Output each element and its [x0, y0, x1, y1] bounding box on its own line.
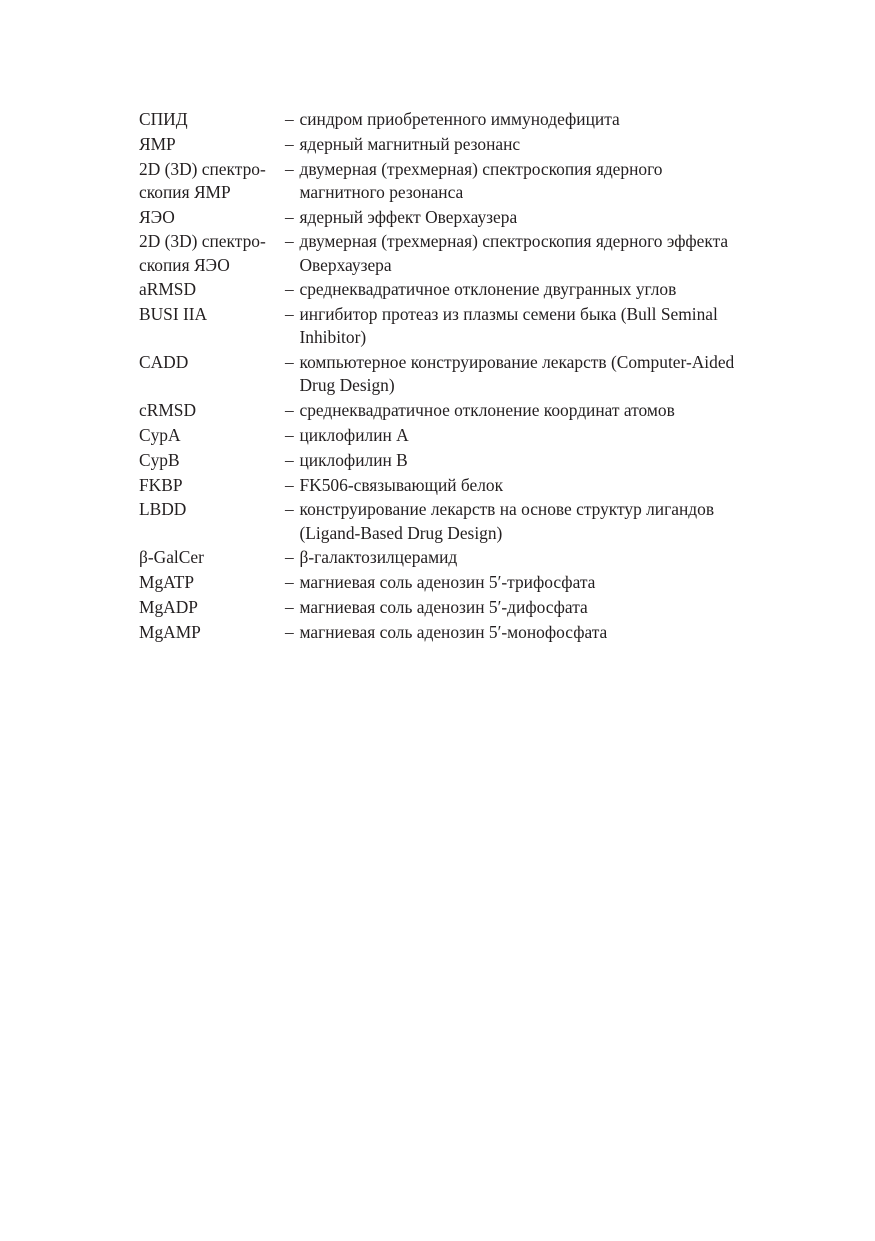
abbreviation-term-line: 2D (3D) спектро-	[139, 158, 266, 179]
definition-dash: –	[285, 400, 294, 421]
abbreviation-definition-line: среднеквадратичное отклонение двугранных углов	[299, 279, 677, 300]
abbreviation-term-line: CypB	[139, 449, 180, 470]
abbreviation-term	[139, 596, 285, 619]
abbreviation-definition	[285, 424, 779, 447]
abbreviation-definition-line: Оверхаузера	[299, 254, 392, 275]
abbreviation-definition-line: магнитного резонанса	[299, 181, 464, 202]
definition-dash: –	[285, 572, 294, 593]
abbreviation-definition-line: Drug Design)	[299, 375, 395, 396]
abbreviation-definition-line: синдром приобретенного иммунодефицита	[299, 109, 620, 129]
abbreviation-definition	[285, 133, 779, 156]
definition-dash: –	[285, 133, 294, 154]
abbreviation-term-line: 2D (3D) спектро-	[139, 231, 266, 252]
abbreviation-definition	[285, 108, 779, 131]
abbreviation-definition-line: компьютерное конструирование лекарств (Computer-Aided	[299, 352, 735, 373]
abbreviation-definition	[285, 546, 779, 569]
abbreviation-term	[139, 546, 285, 569]
abbreviation-definition	[285, 158, 779, 204]
abbreviation-definition	[285, 230, 779, 276]
abbreviation-term-line: скопия ЯЭО	[139, 254, 230, 275]
abbreviation-definition	[285, 621, 779, 644]
definition-dash: –	[285, 279, 294, 300]
abbreviation-term	[139, 621, 285, 644]
abbreviation-entry	[139, 498, 779, 544]
abbreviation-term-line: ЯЭО	[139, 206, 175, 227]
abbreviation-definition-line: циклофилин B	[299, 449, 408, 470]
definition-dash: –	[285, 231, 294, 252]
abbreviation-term	[139, 158, 285, 204]
abbreviation-definition	[285, 596, 779, 619]
abbreviation-entry	[139, 206, 779, 229]
abbreviation-term	[139, 351, 285, 374]
abbreviation-entry	[139, 133, 779, 156]
abbreviation-definition-line: магниевая соль аденозин 5′-монофосфата	[299, 621, 608, 642]
abbreviation-definition	[285, 303, 779, 349]
abbreviation-entry	[139, 546, 779, 569]
abbreviation-term	[139, 278, 285, 301]
abbreviation-definition	[285, 571, 779, 594]
abbreviation-definition-line: магниевая соль аденозин 5′-трифосфата	[299, 572, 596, 593]
abbreviation-term-line: LBDD	[139, 499, 187, 520]
abbreviation-definition-line: циклофилин A	[299, 424, 409, 445]
abbreviation-entry	[139, 449, 779, 472]
abbreviation-term	[139, 571, 285, 594]
definition-dash: –	[285, 352, 294, 373]
abbreviation-term	[139, 498, 285, 521]
abbreviation-definition	[285, 351, 779, 397]
abbreviation-definition	[285, 474, 779, 497]
abbreviation-entry	[139, 621, 779, 644]
abbreviation-term	[139, 424, 285, 447]
definition-dash: –	[285, 596, 294, 617]
abbreviation-entry	[139, 108, 779, 131]
definition-dash: –	[285, 499, 294, 520]
abbreviation-term-line: MgADP	[139, 596, 198, 617]
abbreviation-entry	[139, 399, 779, 422]
abbreviation-entry	[139, 303, 779, 349]
abbreviation-definition	[285, 278, 779, 301]
abbreviation-definition-line: (Ligand-Based Drug Design)	[299, 522, 503, 543]
abbreviation-definition-line: FK506-связывающий белок	[299, 474, 504, 495]
abbreviation-term	[139, 206, 285, 229]
abbreviation-term	[139, 303, 285, 326]
definition-dash: –	[285, 109, 294, 129]
definition-dash: –	[285, 474, 294, 495]
abbreviation-term	[139, 399, 285, 422]
abbreviation-entry	[139, 571, 779, 594]
abbreviation-definition	[285, 399, 779, 422]
abbreviation-list	[139, 108, 779, 646]
abbreviation-definition-line: ингибитор протеаз из плазмы семени быка (Bull Seminal	[299, 304, 718, 325]
abbreviation-term-line: скопия ЯМР	[139, 181, 231, 202]
abbreviation-entry	[139, 351, 779, 397]
definition-dash: –	[285, 621, 294, 642]
abbreviation-term-line: CADD	[139, 352, 189, 373]
definition-dash: –	[285, 424, 294, 445]
abbreviation-definition-line: среднеквадратичное отклонение координат атомов	[299, 400, 675, 421]
definition-dash: –	[285, 449, 294, 470]
definition-dash: –	[285, 206, 294, 227]
abbreviation-definition-line: двумерная (трехмерная) спектроскопия ядерного	[299, 158, 663, 179]
abbreviation-term-line: FKBP	[139, 474, 183, 495]
abbreviation-definition-line: двумерная (трехмерная) спектроскопия ядерного эффекта	[299, 231, 729, 252]
abbreviation-term-line: aRMSD	[139, 279, 197, 300]
abbreviation-definition-line: Inhibitor)	[299, 327, 367, 348]
definition-dash: –	[285, 547, 294, 568]
abbreviation-term	[139, 230, 285, 276]
abbreviation-term	[139, 449, 285, 472]
abbreviation-definition	[285, 206, 779, 229]
abbreviation-definition-line: магниевая соль аденозин 5′-дифосфата	[299, 596, 588, 617]
abbreviation-definition-line: ядерный магнитный резонанс	[299, 133, 521, 154]
abbreviation-entry	[139, 474, 779, 497]
abbreviation-term-line: cRMSD	[139, 400, 197, 421]
abbreviation-term-line: MgAMP	[139, 621, 201, 642]
abbreviation-term-line: CypA	[139, 424, 181, 445]
abbreviation-definition-line: ядерный эффект Оверхаузера	[299, 206, 518, 227]
abbreviation-entry	[139, 278, 779, 301]
abbreviation-entry	[139, 158, 779, 204]
abbreviation-term-line: β-GalCer	[139, 547, 204, 568]
abbreviation-entry	[139, 230, 779, 276]
abbreviation-definition-line: конструирование лекарств на основе структур лигандов	[299, 499, 715, 520]
abbreviation-term-line: MgATP	[139, 572, 195, 593]
abbreviation-definition	[285, 498, 779, 544]
abbreviation-term-line: BUSI IIA	[139, 304, 208, 325]
abbreviation-term-line: ЯМР	[139, 133, 176, 154]
abbreviation-definition-line: β-галактозилцерамид	[299, 547, 458, 568]
definition-dash: –	[285, 304, 294, 325]
abbreviation-definition	[285, 449, 779, 472]
abbreviation-entry	[139, 596, 779, 619]
definition-dash: –	[285, 158, 294, 179]
abbreviation-term	[139, 108, 285, 131]
abbreviation-term	[139, 133, 285, 156]
abbreviation-term-line: СПИД	[139, 109, 188, 129]
abbreviation-entry	[139, 424, 779, 447]
abbreviation-term	[139, 474, 285, 497]
